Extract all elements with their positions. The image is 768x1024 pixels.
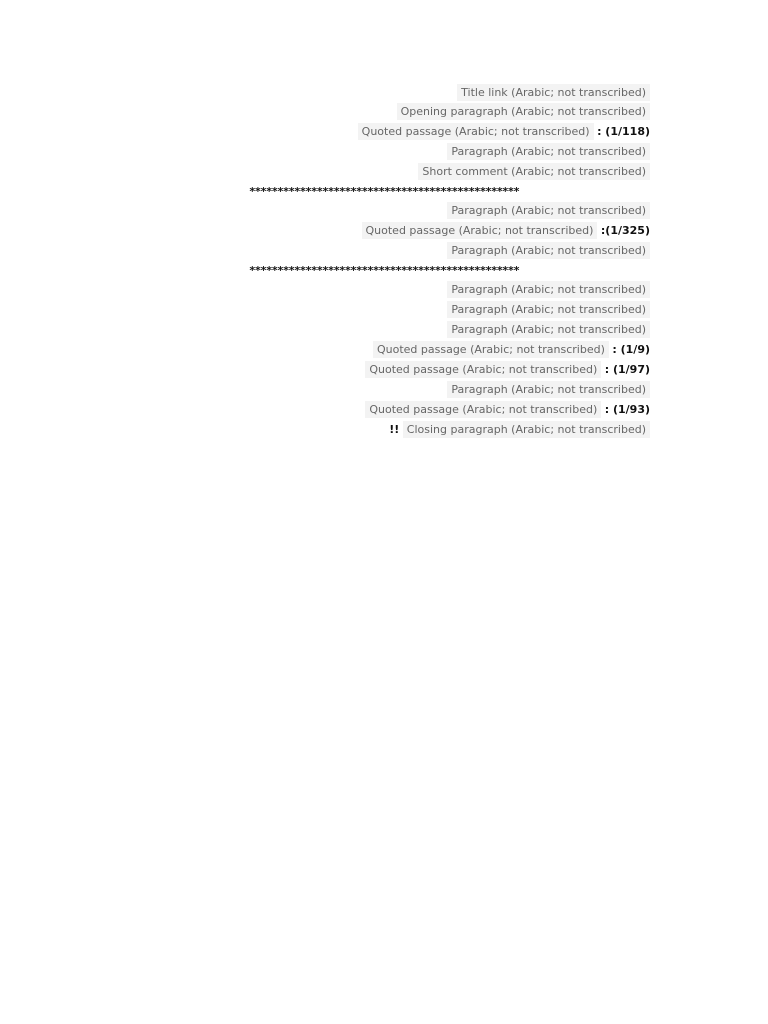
paragraph [118, 363, 650, 377]
paragraph-placeholder: Quoted passage (Arabic; not transcribed) [365, 401, 601, 418]
paragraph [118, 343, 650, 357]
document-page [118, 86, 650, 443]
paragraph [118, 403, 650, 417]
paragraph [118, 423, 650, 437]
separator-stars: ************************************************ [249, 264, 519, 277]
paragraph-placeholder: Quoted passage (Arabic; not transcribed) [373, 341, 609, 358]
paragraph-placeholder: Paragraph (Arabic; not transcribed) [447, 381, 650, 398]
paragraph [118, 165, 650, 179]
paragraph-placeholder: Quoted passage (Arabic; not transcribed) [358, 123, 594, 140]
paragraph-placeholder: Paragraph (Arabic; not transcribed) [447, 202, 650, 219]
paragraph-reference: : (1/97) [604, 363, 650, 376]
paragraph-placeholder: Paragraph (Arabic; not transcribed) [447, 143, 650, 160]
paragraph [118, 224, 650, 238]
paragraph [118, 303, 650, 317]
paragraph [118, 145, 650, 159]
paragraph-placeholder: Paragraph (Arabic; not transcribed) [447, 281, 650, 298]
paragraph-reference: : (1/93) [604, 403, 650, 416]
paragraph-placeholder: Quoted passage (Arabic; not transcribed) [365, 361, 601, 378]
paragraph-placeholder: Paragraph (Arabic; not transcribed) [447, 242, 650, 259]
paragraph-placeholder: Opening paragraph (Arabic; not transcribed) [397, 103, 650, 120]
paragraph-placeholder: Short comment (Arabic; not transcribed) [418, 163, 650, 180]
paragraph [118, 244, 650, 258]
title-placeholder: Title link (Arabic; not transcribed) [457, 84, 650, 101]
paragraph-reference: : (1/9) [612, 343, 650, 356]
paragraph [118, 204, 650, 218]
paragraph-placeholder: Closing paragraph (Arabic; not transcribed) [403, 421, 650, 438]
paragraph-reference: :(1/325) [600, 224, 650, 237]
paragraph-placeholder: Quoted passage (Arabic; not transcribed) [362, 222, 598, 239]
document-body [118, 105, 650, 437]
document-title-link[interactable] [118, 86, 650, 99]
paragraph [118, 323, 650, 337]
paragraph-placeholder: Paragraph (Arabic; not transcribed) [447, 321, 650, 338]
paragraph [118, 283, 650, 297]
paragraph-reference: !! [389, 423, 400, 436]
paragraph-placeholder: Paragraph (Arabic; not transcribed) [447, 301, 650, 318]
paragraph [118, 383, 650, 397]
paragraph [118, 105, 650, 119]
paragraph [118, 125, 650, 139]
paragraph-reference: : (1/118) [597, 125, 650, 138]
separator-stars: ************************************************ [249, 185, 519, 198]
